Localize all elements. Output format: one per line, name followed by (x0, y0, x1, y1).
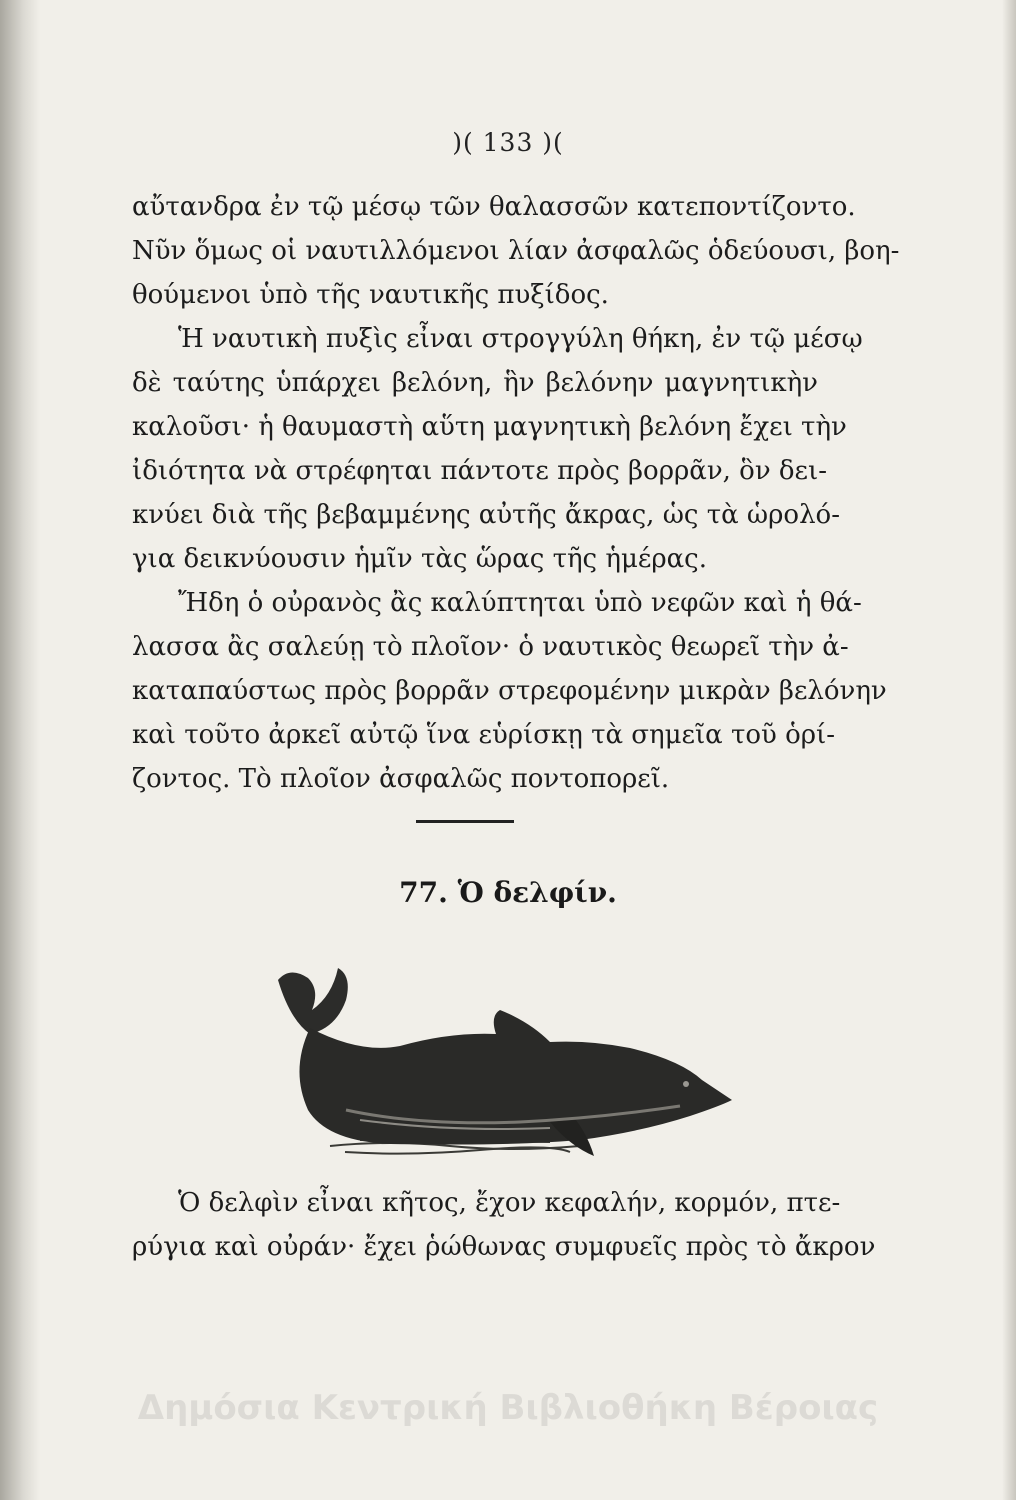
section-divider (416, 820, 514, 823)
text-line: ζοντος. Τὸ πλοῖον ἀσφαλῶς ποντοπορεῖ. (132, 764, 670, 794)
text-line: για δεικνύουσιν ἡμῖν τὰς ὥρας τῆς ἡμέρας. (132, 544, 707, 574)
library-watermark: Δημόσια Κεντρική Βιβλιοθήκη Βέροιας (137, 1388, 879, 1428)
text-line: ρύγια καὶ οὐράν· ἔχει ῥώθωνας συμφυεῖς πρὸς τὸ ἄκρον (132, 1232, 876, 1262)
text-line: Νῦν ὅμως οἱ ναυτιλλόμενοι λίαν ἀσφαλῶς ὁδεύουσι, βοη- (132, 236, 900, 266)
text-line: καὶ τοῦτο ἀρκεῖ αὐτῷ ἵνα εὑρίσκῃ τὰ σημεῖα τοῦ ὁρί- (132, 720, 836, 750)
page-edge (1002, 0, 1016, 1500)
text-line: Ἡ ναυτικὴ πυξὶς εἶναι στρογγύλη θήκη, ἐν τῷ μέσῳ (178, 324, 863, 354)
text-line: καλοῦσι· ἡ θαυμαστὴ αὕτη μαγνητικὴ βελόνη ἔχει τὴν (132, 412, 847, 442)
text-line: θούμενοι ὑπὸ τῆς ναυτικῆς πυξίδος. (132, 280, 609, 310)
text-line: δὲ ταύτης ὑπάρχει βελόνη, ἣν βελόνην μαγνητικὴν (132, 368, 818, 398)
binding-shadow (0, 0, 40, 1500)
text-line: καταπαύστως πρὸς βορρᾶν στρεφομένην μικρὰν βελόνην (132, 676, 887, 706)
text-line: λασσα ἂς σαλεύῃ τὸ πλοῖον· ὁ ναυτικὸς θεωρεῖ τὴν ἀ- (132, 632, 849, 662)
text-line: Ἤδη ὁ οὐρανὸς ἂς καλύπτηται ὑπὸ νεφῶν καὶ ἡ θά- (178, 588, 862, 618)
dolphin-illustration (250, 950, 790, 1170)
text-line: ἰδιότητα νὰ στρέφηται πάντοτε πρὸς βορρᾶν, ὃν δει- (132, 456, 827, 486)
section-heading: 77. Ὁ δελφίν. (399, 876, 617, 909)
text-line: αὔτανδρα ἐν τῷ μέσῳ τῶν θαλασσῶν κατεποντίζοντο. (132, 192, 856, 222)
text-line: κνύει διὰ τῆς βεβαμμένης αὐτῆς ἄκρας, ὡς τὰ ὡρολό- (132, 500, 840, 530)
page-number: )( 133 )( (452, 128, 564, 157)
text-line: Ὁ δελφὶν εἶναι κῆτος, ἔχον κεφαλήν, κορμόν, πτε- (178, 1188, 841, 1218)
